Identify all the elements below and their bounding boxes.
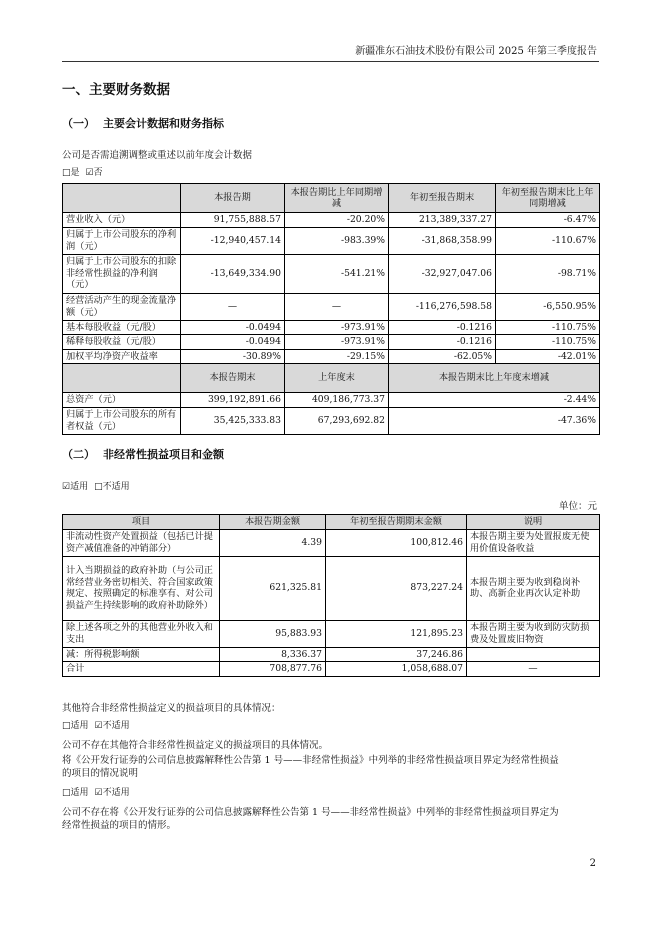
table-header-row bbox=[63, 184, 600, 213]
row-label: 归属于上市公司股东的扣除非经常性损益的净利润（元） bbox=[63, 254, 181, 293]
column-header: 本报告期比上年同期增减 bbox=[285, 184, 389, 213]
table-cell: -110.67% bbox=[496, 227, 600, 254]
table-header-row bbox=[63, 515, 600, 530]
table-cell: 37,246.86 bbox=[326, 647, 467, 662]
table-cell: -0.1216 bbox=[389, 335, 496, 350]
section-title: 一、主要财务数据 bbox=[62, 82, 170, 98]
option-no-checkbox[interactable]: ☑否 bbox=[85, 168, 103, 178]
table-cell: -116,276,598.58 bbox=[389, 293, 496, 320]
table-cell: -31,868,358.99 bbox=[389, 227, 496, 254]
table-cell: -98.71% bbox=[496, 254, 600, 293]
note-cell: — bbox=[467, 662, 600, 677]
option-not-apply-checkbox[interactable]: ☑不适用 bbox=[94, 788, 130, 798]
column-header: 本报告期 bbox=[181, 184, 285, 213]
table-row bbox=[63, 662, 600, 677]
table-cell: 91,755,888.57 bbox=[181, 213, 285, 228]
table-cell: -541.21% bbox=[285, 254, 389, 293]
table-row bbox=[63, 349, 600, 364]
table-row bbox=[63, 647, 600, 662]
column-header: 年初至报告期末 bbox=[389, 184, 496, 213]
item-cell: 非流动性资产处置损益（包括已计提资产减值准备的冲销部分） bbox=[63, 529, 220, 556]
row-label: 经营活动产生的现金流量净额（元） bbox=[63, 293, 181, 320]
column-header: 年初至报告期末比上年同期增减 bbox=[496, 184, 600, 213]
note-cell bbox=[467, 647, 600, 662]
header-blank-cell bbox=[63, 364, 181, 393]
table-cell: -110.75% bbox=[496, 320, 600, 335]
table-cell: -973.91% bbox=[285, 335, 389, 350]
financial-data-table bbox=[62, 183, 600, 435]
restatement-options bbox=[62, 166, 103, 180]
header-blank-cell bbox=[63, 184, 181, 213]
row-label: 加权平均净资产收益率 bbox=[63, 349, 181, 364]
table-cell: -12,940,457.14 bbox=[181, 227, 285, 254]
table-row bbox=[63, 407, 600, 434]
table-cell: 409,186,773.37 bbox=[285, 393, 389, 408]
row-label: 营业收入（元） bbox=[63, 213, 181, 228]
applicability-options bbox=[62, 480, 130, 494]
note-cell: 本报告期主要为收到稳岗补助、高新企业再次认定补助 bbox=[467, 556, 600, 620]
subsection-number: （一） bbox=[62, 117, 95, 130]
table-cell: -0.1216 bbox=[389, 320, 496, 335]
table-row bbox=[63, 620, 600, 647]
table-cell: 708,877.76 bbox=[220, 662, 326, 677]
table-cell: -2.44% bbox=[389, 393, 600, 408]
table-row bbox=[63, 393, 600, 408]
table-cell: -30.89% bbox=[181, 349, 285, 364]
reclass-options bbox=[62, 786, 130, 800]
row-label: 总资产（元） bbox=[63, 393, 181, 408]
subsection-title: 非经常性损益项目和金额 bbox=[103, 448, 224, 461]
table-cell: -0.0494 bbox=[181, 335, 285, 350]
table-cell: 35,425,333.83 bbox=[181, 407, 285, 434]
other-items-options bbox=[62, 719, 130, 733]
column-header: 年初至报告期期末金额 bbox=[326, 515, 467, 530]
note-cell: 本报告期主要为处置报废无使用价值设备收益 bbox=[467, 529, 600, 556]
table-cell: 67,293,692.82 bbox=[285, 407, 389, 434]
column-header: 本报告期末比上年度末增减 bbox=[389, 364, 600, 393]
item-cell: 合计 bbox=[63, 662, 220, 677]
page-number: 2 bbox=[589, 858, 596, 869]
column-header: 说明 bbox=[467, 515, 600, 530]
table-row bbox=[63, 320, 600, 335]
table-cell: -29.15% bbox=[285, 349, 389, 364]
option-apply-checkbox[interactable]: □适用 bbox=[62, 721, 89, 731]
item-cell: 计入当期损益的政府补助（与公司正常经营业务密切相关、符合国家政策规定、按照确定的标准享有、对公司损益产生持续影响的政府补助除外） bbox=[63, 556, 220, 620]
table-cell: -6.47% bbox=[496, 213, 600, 228]
table-cell: 8,336.37 bbox=[220, 647, 326, 662]
table-cell: -13,649,334.90 bbox=[181, 254, 285, 293]
unit-label: 单位：元 bbox=[558, 501, 597, 512]
table-cell: 121,895.23 bbox=[326, 620, 467, 647]
other-items-heading: 其他符合非经常性损益定义的损益项目的具体情况： bbox=[62, 703, 281, 714]
option-yes-checkbox[interactable]: □是 bbox=[62, 168, 80, 178]
table-row bbox=[63, 213, 600, 228]
row-label: 归属于上市公司股东的所有者权益（元） bbox=[63, 407, 181, 434]
table-cell: -32,927,047.06 bbox=[389, 254, 496, 293]
row-label: 归属于上市公司股东的净利润（元） bbox=[63, 227, 181, 254]
table-cell: 4.39 bbox=[220, 529, 326, 556]
table-cell: 100,812.46 bbox=[326, 529, 467, 556]
table-row bbox=[63, 556, 600, 620]
table-header-row bbox=[63, 364, 600, 393]
table-cell: 621,325.81 bbox=[220, 556, 326, 620]
table-cell: — bbox=[285, 293, 389, 320]
table-cell: -0.0494 bbox=[181, 320, 285, 335]
table-cell: 1,058,688.07 bbox=[326, 662, 467, 677]
restatement-question: 公司是否需追溯调整或重述以前年度会计数据 bbox=[62, 150, 253, 161]
table-cell: 873,227.24 bbox=[326, 556, 467, 620]
subsection-title: 主要会计数据和财务指标 bbox=[103, 117, 224, 130]
row-label: 稀释每股收益（元/股） bbox=[63, 335, 181, 350]
row-label: 基本每股收益（元/股） bbox=[63, 320, 181, 335]
header-divider bbox=[62, 61, 599, 62]
table-cell: 399,192,891.66 bbox=[181, 393, 285, 408]
item-cell: 减：所得税影响额 bbox=[63, 647, 220, 662]
statement-paragraph: 的项目的情况说明 bbox=[62, 768, 139, 779]
column-header: 本报告期末 bbox=[181, 364, 285, 393]
table-row bbox=[63, 227, 600, 254]
statement-paragraph: 将《公开发行证券的公司信息披露解释性公告第 1 号——非经常性损益》中列举的非经常性损益项目界定为经常性损益 bbox=[62, 755, 559, 766]
statement-paragraph: 经常性损益的项目的情形。 bbox=[62, 820, 177, 831]
option-apply-checkbox[interactable]: □适用 bbox=[62, 788, 89, 798]
table-cell: -42.01% bbox=[496, 349, 600, 364]
table-cell: -62.05% bbox=[389, 349, 496, 364]
option-apply-checkbox[interactable]: ☑适用 bbox=[62, 482, 89, 492]
option-not-apply-checkbox[interactable]: ☑不适用 bbox=[94, 721, 130, 731]
table-cell: -110.75% bbox=[496, 335, 600, 350]
table-row bbox=[63, 529, 600, 556]
column-header: 本报告期金额 bbox=[220, 515, 326, 530]
note-cell: 本报告期主要为收到防灾防损费及处置废旧物资 bbox=[467, 620, 600, 647]
statement-paragraph: 公司不存在其他符合非经常性损益定义的损益项目的具体情况。 bbox=[62, 740, 329, 751]
item-cell: 除上述各项之外的其他营业外收入和支出 bbox=[63, 620, 220, 647]
table-cell: — bbox=[181, 293, 285, 320]
subsection-number: （二） bbox=[62, 448, 95, 461]
non-recurring-items-table bbox=[62, 514, 600, 677]
table-cell: -20.20% bbox=[285, 213, 389, 228]
column-header: 项目 bbox=[63, 515, 220, 530]
table-cell: -973.91% bbox=[285, 320, 389, 335]
column-header: 上年度末 bbox=[285, 364, 389, 393]
table-row bbox=[63, 254, 600, 293]
option-not-apply-checkbox[interactable]: □不适用 bbox=[94, 482, 130, 492]
table-row bbox=[63, 293, 600, 320]
table-cell: -47.36% bbox=[389, 407, 600, 434]
report-header-title: 新疆准东石油技术股份有限公司 2025 年第三季度报告 bbox=[355, 46, 597, 57]
table-cell: -6,550.95% bbox=[496, 293, 600, 320]
table-row bbox=[63, 335, 600, 350]
table-cell: -983.39% bbox=[285, 227, 389, 254]
table-cell: 213,389,337.27 bbox=[389, 213, 496, 228]
table-cell: 95,883.93 bbox=[220, 620, 326, 647]
statement-paragraph: 公司不存在将《公开发行证券的公司信息披露解释性公告第 1 号——非经常性损益》中列举的非经常性损益项目界定为 bbox=[62, 807, 559, 818]
